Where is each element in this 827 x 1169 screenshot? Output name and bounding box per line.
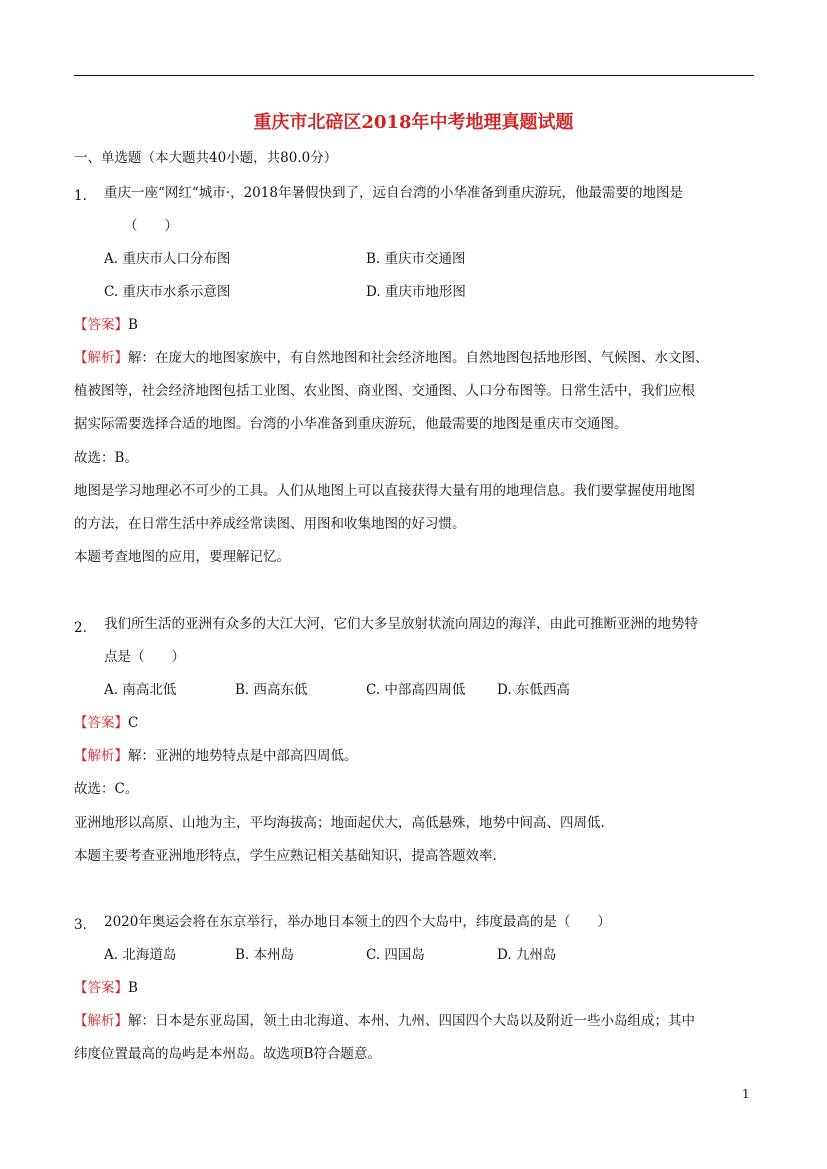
q1-analysis-line2: 植被图等，社会经济地图包括工业图、农业图、商业图、交通图、人口分布图等。日常生活中，我们应根: [74, 383, 695, 399]
q3-number: 3.: [74, 917, 87, 933]
q2-option-c: C. 中部高四周低: [366, 682, 466, 698]
q1-choice: 故选：B。: [74, 450, 138, 466]
q3-analysis-line2: 纬度位置最高的岛屿是本州岛。故选项B符合题意。: [74, 1046, 381, 1062]
q1-option-b: B. 重庆市交通图: [366, 251, 466, 267]
answer-label: 【答案】: [74, 317, 128, 333]
q1-note-line1: 地图是学习地理必不可少的工具。人们从地图上可以直接获得大量有用的地理信息。我们要掌握使用地图: [74, 483, 695, 499]
q2-answer: C: [128, 715, 139, 731]
answer-label: 【答案】: [74, 715, 128, 731]
q3-stem-line1: 2020年奥运会将在东京举行，举办地日本领土的四个大岛中，纬度最高的是（ ）: [104, 914, 611, 930]
header-rule: [74, 75, 754, 76]
analysis-label: 【解析】: [74, 350, 128, 366]
q3-answer: B: [128, 980, 138, 996]
analysis-label: 【解析】: [74, 1013, 128, 1029]
q2-option-b: B. 西高东低: [235, 682, 308, 698]
page-title: 重庆市北碚区2018年中考地理真题试题: [253, 112, 574, 133]
q2-analysis-line1: 【解析】解：亚洲的地势特点是中部高四周低。: [74, 748, 358, 764]
q3-option-a: A. 北海道岛: [104, 947, 177, 963]
q2-number: 2.: [74, 620, 87, 636]
q1-note-line2: 的方法，在日常生活中养成经常读图、用图和收集地图的好习惯。: [74, 516, 466, 532]
q1-number: 1.: [74, 188, 87, 204]
section-header: 一、单选题（本大题共40小题，共80.0分）: [74, 150, 338, 166]
q2-note-line2: 本题主要考查亚洲地形特点，学生应熟记相关基础知识，提高答题效率.: [74, 848, 497, 864]
q2-answer-line: [74, 713, 138, 733]
q1-analysis-line3: 据实际需要选择合适的地图。台湾的小华准备到重庆游玩，他最需要的地图是重庆市交通图。: [74, 416, 628, 432]
q1-analysis-line1: 【解析】解：在庞大的地图家族中，有自然地图和社会经济地图。自然地图包括地形图、气候图、水文图、: [74, 350, 709, 366]
analysis-label: 【解析】: [74, 748, 128, 764]
q1-option-d: D. 重庆市地形图: [366, 284, 466, 300]
q1-stem-line2: （ ）: [124, 218, 178, 234]
q2-stem-line2: 点是（ ）: [104, 649, 185, 665]
q3-option-c: C. 四国岛: [366, 947, 425, 963]
q3-answer-line: [74, 978, 138, 998]
page-number: 1: [742, 1087, 750, 1101]
q2-option-a: A. 南高北低: [104, 682, 177, 698]
q1-stem-line1: 重庆一座“网红“城市·，2018年暑假快到了，远自台湾的小华准备到重庆游玩，他最需要的地图是: [104, 185, 683, 201]
q2-choice: 故选：C。: [74, 781, 139, 797]
q1-option-a: A. 重庆市人口分布图: [104, 251, 231, 267]
q3-option-b: B. 本州岛: [235, 947, 295, 963]
q3-option-d: D. 九州岛: [497, 947, 557, 963]
q1-option-c: C. 重庆市水系示意图: [104, 284, 231, 300]
q2-note-line1: 亚洲地形以高原、山地为主，平均海拔高；地面起伏大，高低悬殊，地势中间高、四周低.: [74, 815, 605, 831]
q1-answer: B: [128, 317, 138, 333]
answer-label: 【答案】: [74, 980, 128, 996]
q1-answer-line: [74, 315, 138, 335]
q2-option-d: D. 东低西高: [497, 682, 570, 698]
q1-note-line3: 本题考查地图的应用，要理解记忆。: [74, 549, 290, 565]
q3-analysis-line1: 【解析】解：日本是东亚岛国，领土由北海道、本州、九州、四国四个大岛以及附近一些小岛组成；其中: [74, 1013, 695, 1029]
q2-stem-line1: 我们所生活的亚洲有众多的大江大河，它们大多呈放射状流向周边的海洋，由此可推断亚洲的地势特: [104, 616, 698, 632]
